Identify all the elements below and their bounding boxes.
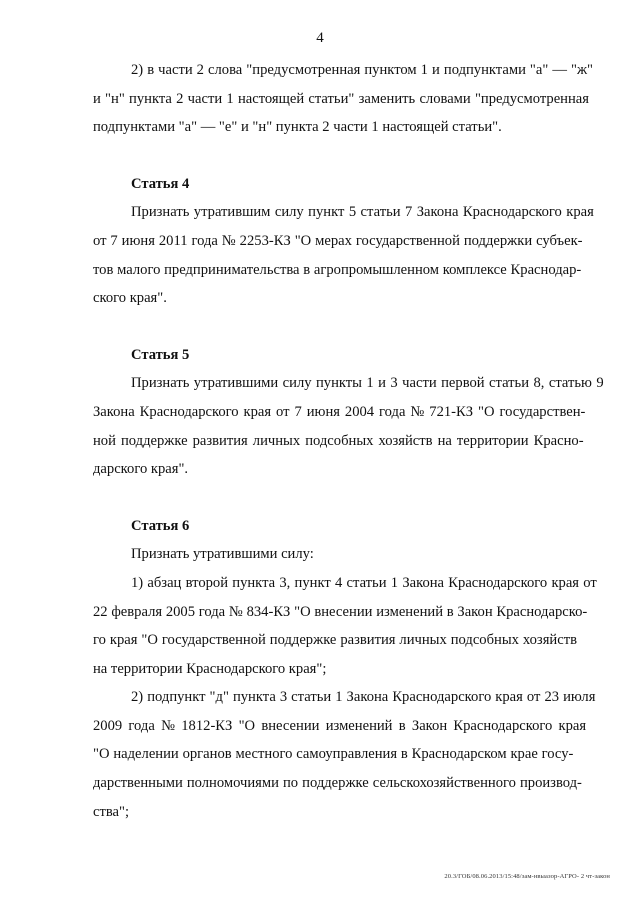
text-line: от 7 июня 2011 года № 2253-КЗ "О мерах государственной поддержки субъек- xyxy=(93,232,583,249)
article-6 xyxy=(93,512,597,827)
article-heading: Статья 5 xyxy=(131,346,190,363)
text-line: ной поддержке развития личных подсобных хозяйств на территории Красно- xyxy=(93,432,584,449)
text-line: ства"; xyxy=(93,803,130,820)
text-line: дарского края". xyxy=(93,461,189,478)
intro-paragraph xyxy=(93,56,594,142)
text-line: и "н" пункта 2 части 1 настоящей статьи" заменить словами "предусмотренная xyxy=(93,90,589,107)
document-body xyxy=(93,56,604,826)
text-line: на территории Краснодарского края"; xyxy=(93,660,327,677)
text-line: Признать утратившим силу пункт 5 статьи 7 Закона Краснодарского края xyxy=(131,204,594,221)
text-line: Признать утратившими силу: xyxy=(131,546,314,563)
text-line: 22 февраля 2005 года № 834-КЗ "О внесении изменений в Закон Краснодарско- xyxy=(93,603,588,620)
text-line: Закона Краснодарского края от 7 июня 2004 года № 721-КЗ "О государствен- xyxy=(93,403,586,420)
text-line: го края "О государственной поддержке развития личных подсобных хозяйств xyxy=(93,632,577,649)
text-line: "О наделении органов местного самоуправления в Краснодарском крае госу- xyxy=(93,746,574,763)
text-line: 2) в части 2 слова "предусмотренная пунктом 1 и подпунктами "а" — "ж" xyxy=(131,62,594,78)
article-5 xyxy=(93,341,604,484)
text-line: 1) абзац второй пункта 3, пункт 4 статьи 1 Закона Краснодарского края от xyxy=(131,574,597,591)
text-line: ского края". xyxy=(93,290,167,307)
text-line: Признать утратившими силу пункты 1 и 3 части первой статьи 8, статью 9 xyxy=(131,375,604,392)
article-4 xyxy=(93,170,594,313)
text-line: дарственными полномочиями по поддержке сельскохозяйственного производ- xyxy=(93,775,582,792)
text-line: подпунктами "а" — "е" и "н" пункта 2 части 1 настоящей статьи". xyxy=(93,119,502,136)
document-footer-code: 20.3/ГОБ/08.06.2013/15:48/зам-нвыазор-АГРО- 2 чт-закон xyxy=(444,873,610,880)
article-heading: Статья 6 xyxy=(131,517,190,534)
page-number: 4 xyxy=(316,30,324,46)
text-line: 2) подпункт "д" пункта 3 статьи 1 Закона Краснодарского края от 23 июля xyxy=(131,689,596,706)
text-line: 2009 года № 1812-КЗ "О внесении изменений в Закон Краснодарского края xyxy=(93,717,587,734)
text-line: тов малого предпринимательства в агропромышленном комплексе Краснодар- xyxy=(93,261,582,278)
article-heading: Статья 4 xyxy=(131,175,190,192)
